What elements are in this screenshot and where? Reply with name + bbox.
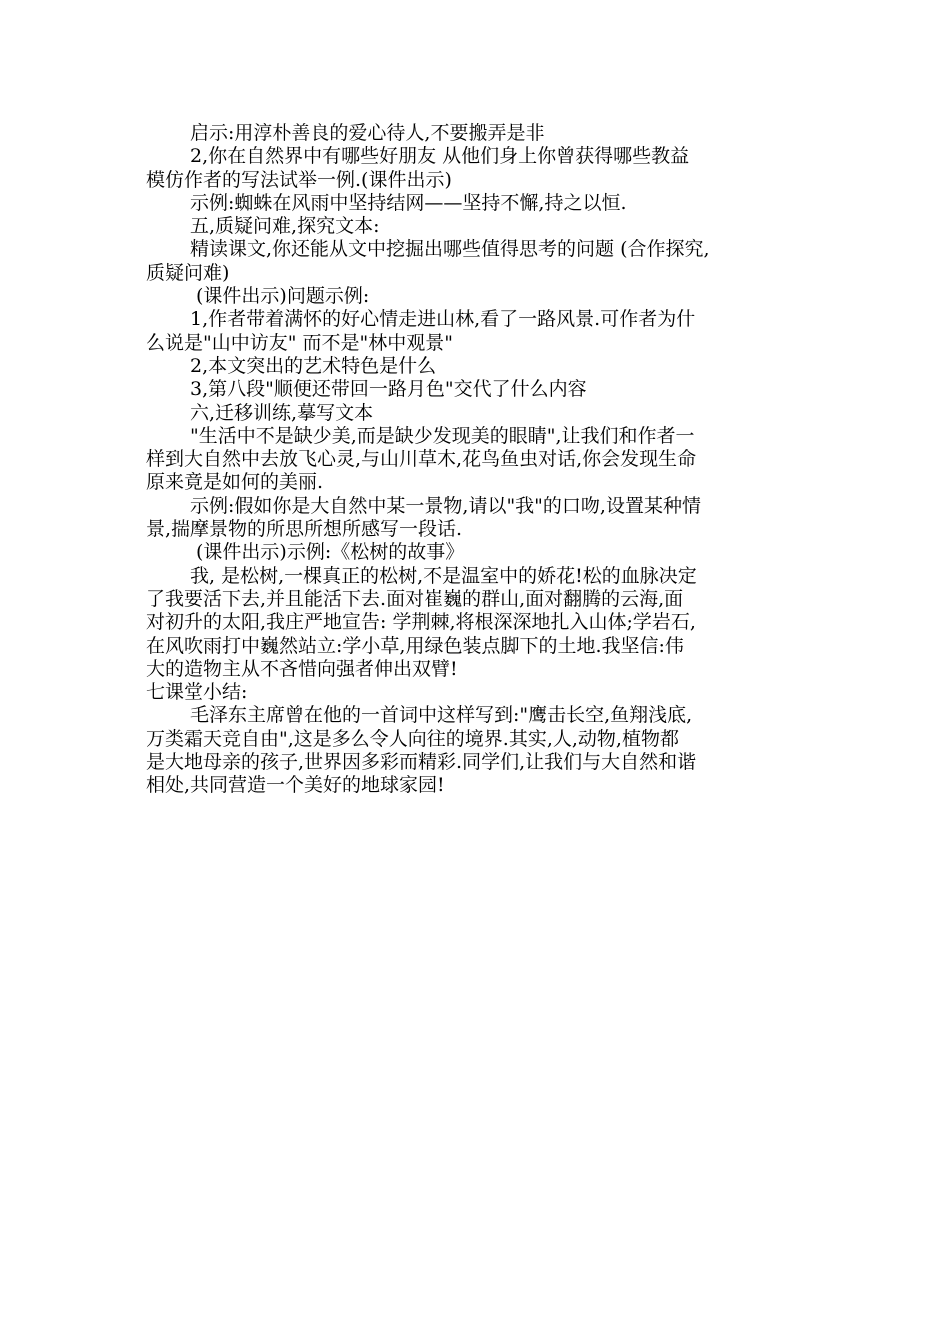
text-line: 景,揣摩景物的所思所想所感写一段话. (146, 518, 463, 541)
text-line: 精读课文,你还能从文中挖掘出哪些值得思考的问题 (合作探究, (190, 238, 710, 261)
text-line: 质疑问难) (146, 261, 230, 284)
document-body (146, 122, 808, 798)
text-line: 模仿作者的写法试举一例.(课件出示) (146, 168, 452, 191)
text-line: 么说是"山中访友" 而不是"林中观景" (146, 331, 453, 354)
text-line: 原来竟是如何的美丽. (146, 471, 324, 494)
text-line: 3,第八段"顺便还带回一路月色"交代了什么内容 (190, 378, 587, 401)
text-line: (课件出示)示例:《松树的故事》 (196, 541, 465, 564)
text-line: 样到大自然中去放飞心灵,与山川草木,花鸟鱼虫对话,你会发现生命 (146, 448, 697, 471)
text-line: 我, 是松树,一棵真正的松树,不是温室中的娇花!松的血脉决定 (190, 564, 697, 587)
text-line: 相处,共同营造一个美好的地球家园! (146, 774, 445, 797)
text-line: 毛泽东主席曾在他的一首词中这样写到:"鹰击长空,鱼翔浅底, (190, 704, 693, 727)
text-line: 示例:假如你是大自然中某一景物,请以"我"的口吻,设置某种情 (190, 494, 701, 517)
text-line: (课件出示)问题示例: (196, 285, 370, 308)
text-line: "生活中不是缺少美,而是缺少发现美的眼睛",让我们和作者一 (190, 424, 695, 447)
text-line: 1,作者带着满怀的好心情走进山林,看了一路风景.可作者为什 (190, 308, 696, 331)
text-line: 示例:蜘蛛在风雨中坚持结网——坚持不懈,持之以恒. (190, 191, 627, 214)
text-line: 对初升的太阳,我庄严地宣告: 学荆棘,将根深深地扎入山体;学岩石, (146, 611, 696, 634)
section-heading: 七课堂小结: (146, 681, 248, 704)
text-line: 2,你在自然界中有哪些好朋友 从他们身上你曾获得哪些教益 (190, 145, 690, 168)
text-line: 万类霜天竞自由",这是多么令人向往的境界.其实,人,动物,植物都 (146, 727, 679, 750)
text-line: 大的造物主从不吝惜向强者伸出双臂! (146, 657, 458, 680)
text-line: 2,本文突出的艺术特色是什么 (190, 354, 437, 377)
text-line: 在风吹雨打中巍然站立:学小草,用绿色装点脚下的土地.我坚信:伟 (146, 634, 684, 657)
section-heading: 六,迁移训练,摹写文本 (190, 401, 374, 424)
text-line: 了我要活下去,并且能活下去.面对崔巍的群山,面对翻腾的云海,面 (146, 587, 684, 610)
text-line: 启示:用淳朴善良的爱心待人,不要搬弄是非 (190, 122, 545, 144)
text-line: 是大地母亲的孩子,世界因多彩而精彩.同学们,让我们与大自然和谐 (146, 751, 697, 774)
section-heading: 五,质疑问难,探究文本: (190, 215, 380, 238)
